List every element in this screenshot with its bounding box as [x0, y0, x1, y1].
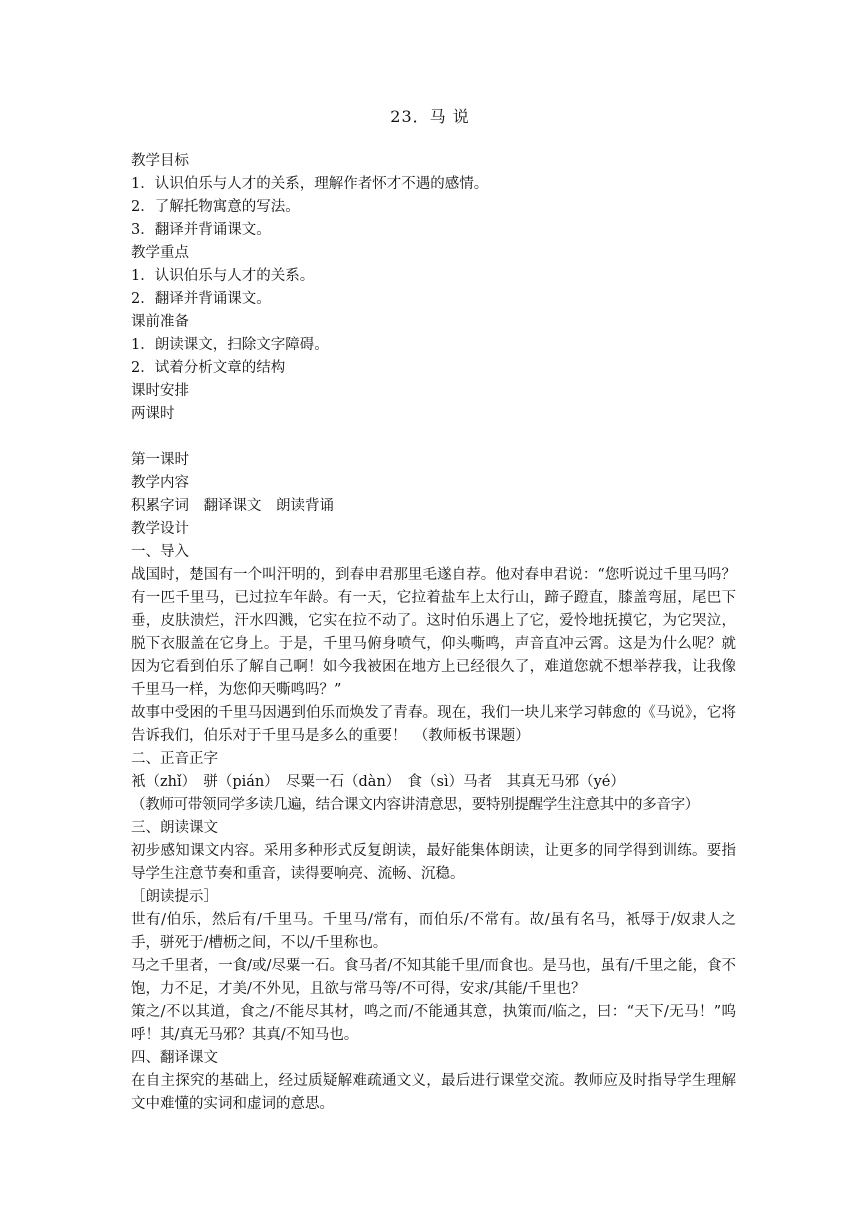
heading-teaching-design: 教学设计	[131, 521, 189, 537]
goal-item: 3．翻译并背诵课文。	[131, 222, 271, 238]
intro-summary-paragraph: 故事中受困的千里马因遇到伯乐而焕发了青春。现在，我们一块儿来学习韩愈的《马说》，它将告诉我们，伯乐对于千里马是多么的重要！ （教师板书课题）	[131, 705, 736, 744]
reading-passage-1: 世有/伯乐，然后有/千里马。千里马/常有，而伯乐/不常有。故/虽有名马，衹辱于/奴隶人之手，骈死于/槽枥之间，不以/千里称也。	[131, 912, 736, 951]
heading-teaching-goals: 教学目标	[131, 153, 189, 169]
preparation-item: 2．试着分析文章的结构	[131, 360, 286, 376]
reading-tip-label: ［朗读提示］	[131, 889, 218, 905]
document-title: 23．马 说	[390, 107, 470, 126]
translation-paragraph: 在自主探究的基础上，经过质疑解难疏通文义，最后进行课堂交流。教师应及时指导学生理解文中难懂的实词和虚词的意思。	[131, 1073, 736, 1112]
pronunciation-note: （教师可带领同学多读几遍，结合课文内容讲清意思，要特别提醒学生注意其中的多音字）	[131, 797, 699, 813]
heading-teaching-focus: 教学重点	[131, 245, 189, 261]
reading-passage-3: 策之/不以其道，食之/不能尽其材，鸣之而/不能通其意，执策而/临之，曰：“天下/无马！”呜呼！其/真无马邪？其真/不知马也。	[131, 1004, 736, 1043]
schedule-text: 两课时	[131, 406, 175, 422]
heading-teaching-content: 教学内容	[131, 475, 189, 491]
preparation-item: 1．朗读课文，扫除文字障碍。	[131, 337, 329, 353]
heading-first-lesson: 第一课时	[131, 452, 189, 468]
heading-schedule: 课时安排	[131, 383, 189, 399]
section-heading-intro: 一、导入	[131, 544, 189, 560]
section-heading-translation: 四、翻译课文	[131, 1050, 218, 1066]
pronunciation-words: 衹（zhǐ） 骈（pián） 尽粟一石（dàn） 食（sì）马者 其真无马邪（yé）	[131, 774, 625, 790]
blank-line	[131, 426, 736, 449]
reading-instruction-paragraph: 初步感知课文内容。采用多种形式反复朗读，最好能集体朗读，让更多的同学得到训练。要指导学生注意节奏和重音，读得要响亮、流畅、沉稳。	[131, 843, 736, 882]
document-body	[131, 150, 736, 1116]
goal-item: 2．了解托物寓意的写法。	[131, 199, 300, 215]
teaching-content-text: 积累字词 翻译课文 朗读背诵	[131, 498, 334, 514]
heading-preparation: 课前准备	[131, 314, 189, 330]
section-heading-reading: 三、朗读课文	[131, 820, 218, 836]
focus-item: 2．翻译并背诵课文。	[131, 291, 271, 307]
reading-passage-2: 马之千里者，一食/或/尽粟一石。食马者/不知其能千里/而食也。是马也，虽有/千里之能，食不饱，力不足，才美/不外见，且欲与常马等/不可得，安求/其能/千里也？	[131, 958, 736, 997]
focus-item: 1．认识伯乐与人才的关系。	[131, 268, 315, 284]
section-heading-pronunciation: 二、正音正字	[131, 751, 218, 767]
goal-item: 1．认识伯乐与人才的关系，理解作者怀才不遇的感情。	[131, 176, 489, 192]
intro-story-paragraph: 战国时，楚国有一个叫汗明的，到春申君那里毛遂自荐。他对春申君说：“您听说过千里马吗？有一匹千里马，已过拉车年龄。有一天，它拉着盐车上太行山，蹄子蹬直，膝盖弯屈，尾巴下垂，皮肤溃烂，汗水四溅，它实在拉不动了。这时伯乐遇上了它，爱怜地抚摸它，为它哭泣，脱下衣服盖在它身上。于是，千里马俯身喷气，仰头嘶鸣，声音直冲云霄。这是为什么呢？就因为它看到伯乐了解自己啊！如今我被困在地方上已经很久了，难道您就不想举荐我，让我像千里马一样，为您仰天嘶鸣吗？”	[131, 567, 736, 698]
